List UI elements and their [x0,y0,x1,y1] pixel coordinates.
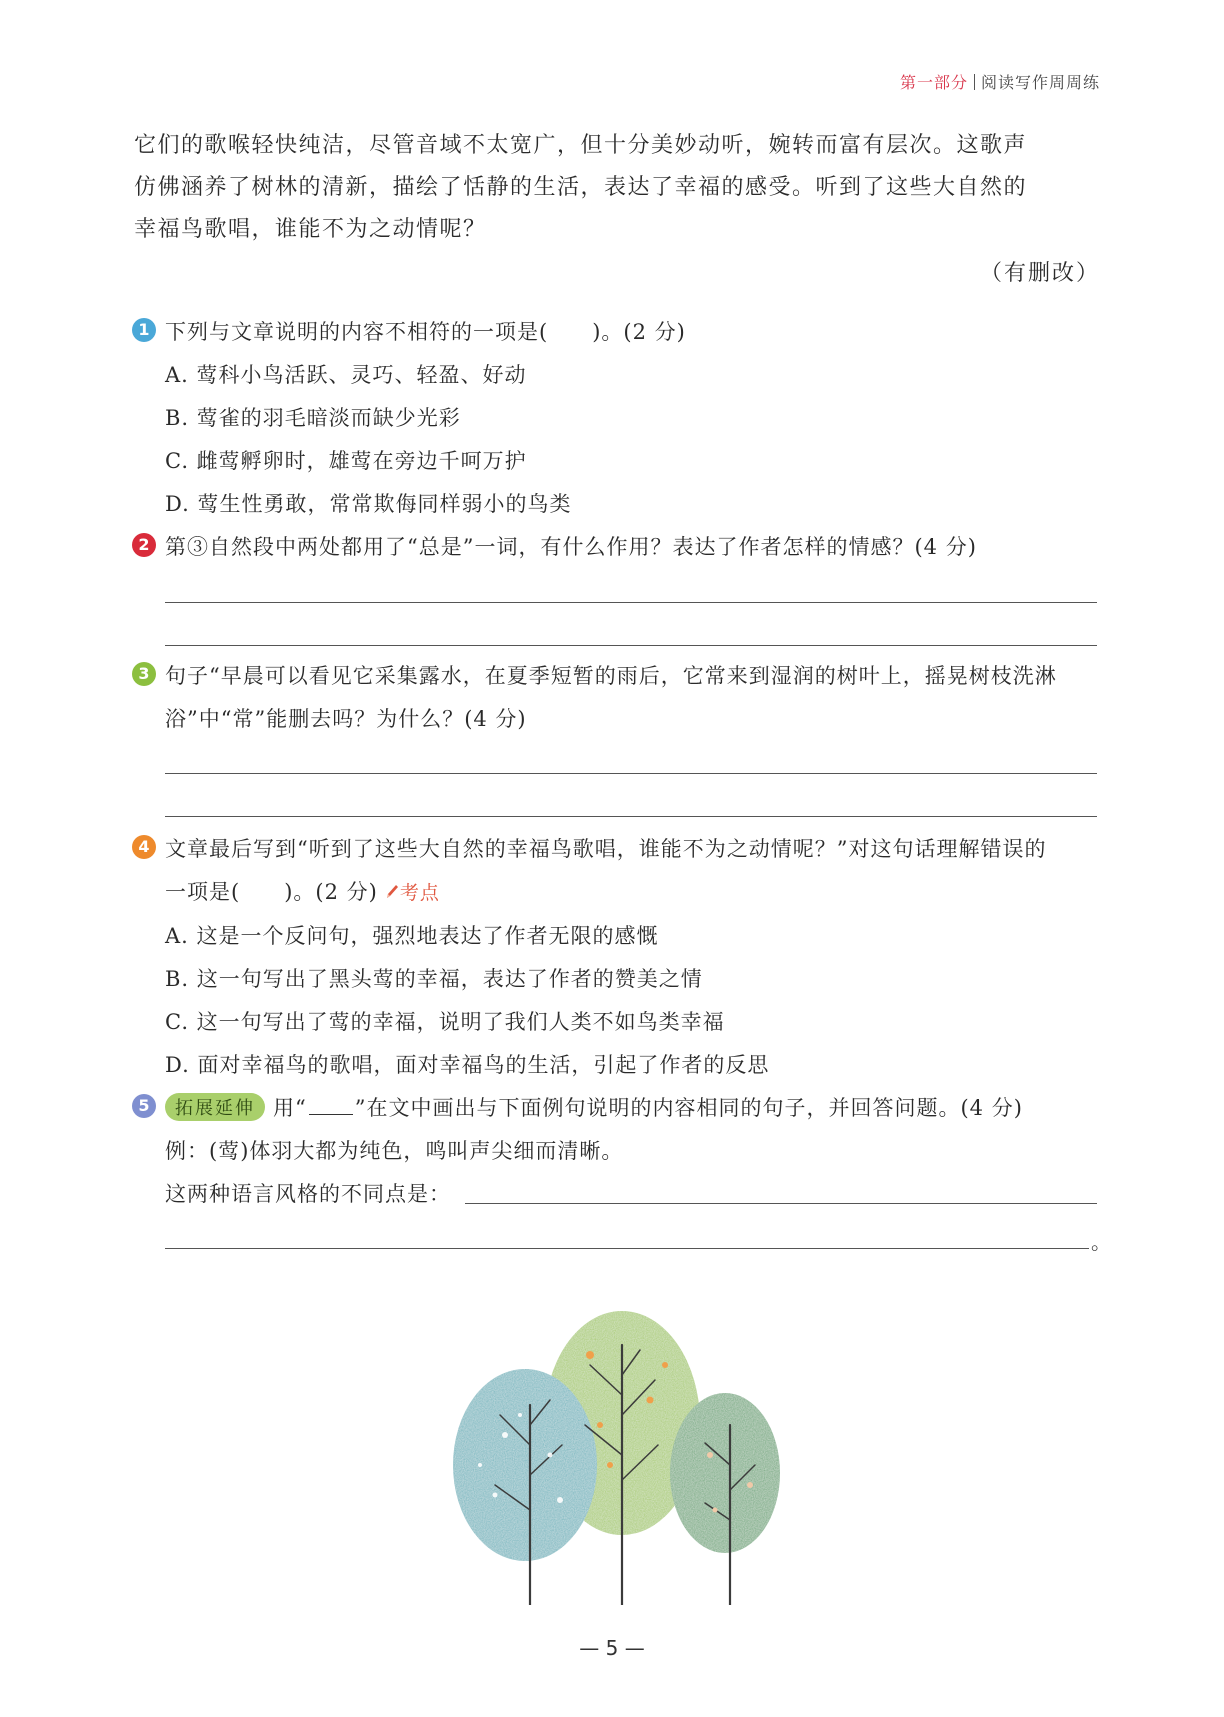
question-4-line-1: 文章最后写到“听到了这些大自然的幸福鸟歌唱，谁能不为之动情呢？”对这句话理解错误的 [165,837,1047,861]
question-4-number: 4 [132,835,156,859]
page-number: — 5 — [579,1636,645,1660]
passage-line-1: 它们的歌喉轻快纯洁，尽管音域不太宽广，但十分美妙动听，婉转而富有层次。这歌声 [134,133,1028,158]
question-4-line-2-wrap [165,876,440,906]
passage-line-2: 仿佛涵养了树林的清新，描绘了恬静的生活，表达了幸福的感受。听到了这些大自然的 [134,175,1028,200]
answer-line[interactable] [165,816,1097,817]
question-2-number: 2 [132,533,156,557]
question-1-option-c: C. 雌莺孵卵时，雄莺在旁边千呵万护 [165,449,527,473]
answer-line[interactable] [165,602,1097,603]
answer-line[interactable] [465,1203,1097,1204]
question-1-option-b: B. 莺雀的羽毛暗淡而缺少光彩 [165,406,461,430]
tree-canopy-left [453,1369,597,1561]
answer-end-mark: 。 [1091,1230,1111,1254]
header-section: 第一部分 [899,73,968,92]
question-1-option-d: D. 莺生性勇敢，常常欺侮同样弱小的鸟类 [165,492,572,516]
key-point-label: 考点 [399,882,440,904]
answer-line[interactable] [165,645,1097,646]
question-1-text: 下列与文章说明的内容不相符的一项是( )。(2 分) [165,320,686,344]
extension-tag: 拓展延伸 [165,1093,265,1121]
question-1-number: 1 [132,318,156,342]
question-4-option-b: B. 这一句写出了黑头莺的幸福，表达了作者的赞美之情 [165,967,703,991]
question-5-prompt: 这两种语言风格的不同点是： [165,1182,451,1206]
question-5-text-start: 用“ [273,1096,307,1120]
trees-illustration [450,1305,790,1605]
question-4-option-c: C. 这一句写出了莺的幸福，说明了我们人类不如鸟类幸福 [165,1010,725,1034]
question-5-text-end: ”在文中画出与下面例句说明的内容相同的句子，并回答问题。(4 分) [354,1096,1023,1120]
answer-line[interactable] [165,1248,1089,1249]
question-1-option-a: A. 莺科小鸟活跃、灵巧、轻盈、好动 [165,363,527,387]
passage-note: （有删改） [979,261,1100,286]
tree-canopy-right [670,1393,780,1553]
question-3-line-1: 句子“早晨可以看见它采集露水，在夏季短暂的雨后，它常来到湿润的树叶上，摇晃树枝洗淋 [165,664,1057,688]
question-4-option-d: D. 面对幸福鸟的歌唱，面对幸福鸟的生活，引起了作者的反思 [165,1053,770,1077]
header-title: 阅读写作周周练 [980,73,1100,92]
question-4-line-2: 一项是( )。(2 分) [165,880,378,904]
question-3-line-2: 浴”中“常”能删去吗？为什么？(4 分) [165,707,527,731]
pencil-icon [384,883,400,901]
question-5-number: 5 [132,1094,156,1118]
key-point-tag [384,882,440,904]
question-2-text: 第③自然段中两处都用了“总是”一词，有什么作用？表达了作者怎样的情感？(4 分) [165,535,977,559]
question-5-example: 例：(莺)体羽大都为纯色，鸣叫声尖细而清晰。 [165,1139,624,1163]
question-3-number: 3 [132,662,156,686]
underline-mark [309,1114,353,1115]
passage-line-3: 幸福鸟歌唱，谁能不为之动情呢？ [134,217,487,242]
question-5-text [165,1092,1023,1122]
answer-line[interactable] [165,773,1097,774]
header-divider [974,74,975,90]
page-header [900,70,1100,93]
question-4-option-a: A. 这是一个反问句，强烈地表达了作者无限的感慨 [165,924,659,948]
